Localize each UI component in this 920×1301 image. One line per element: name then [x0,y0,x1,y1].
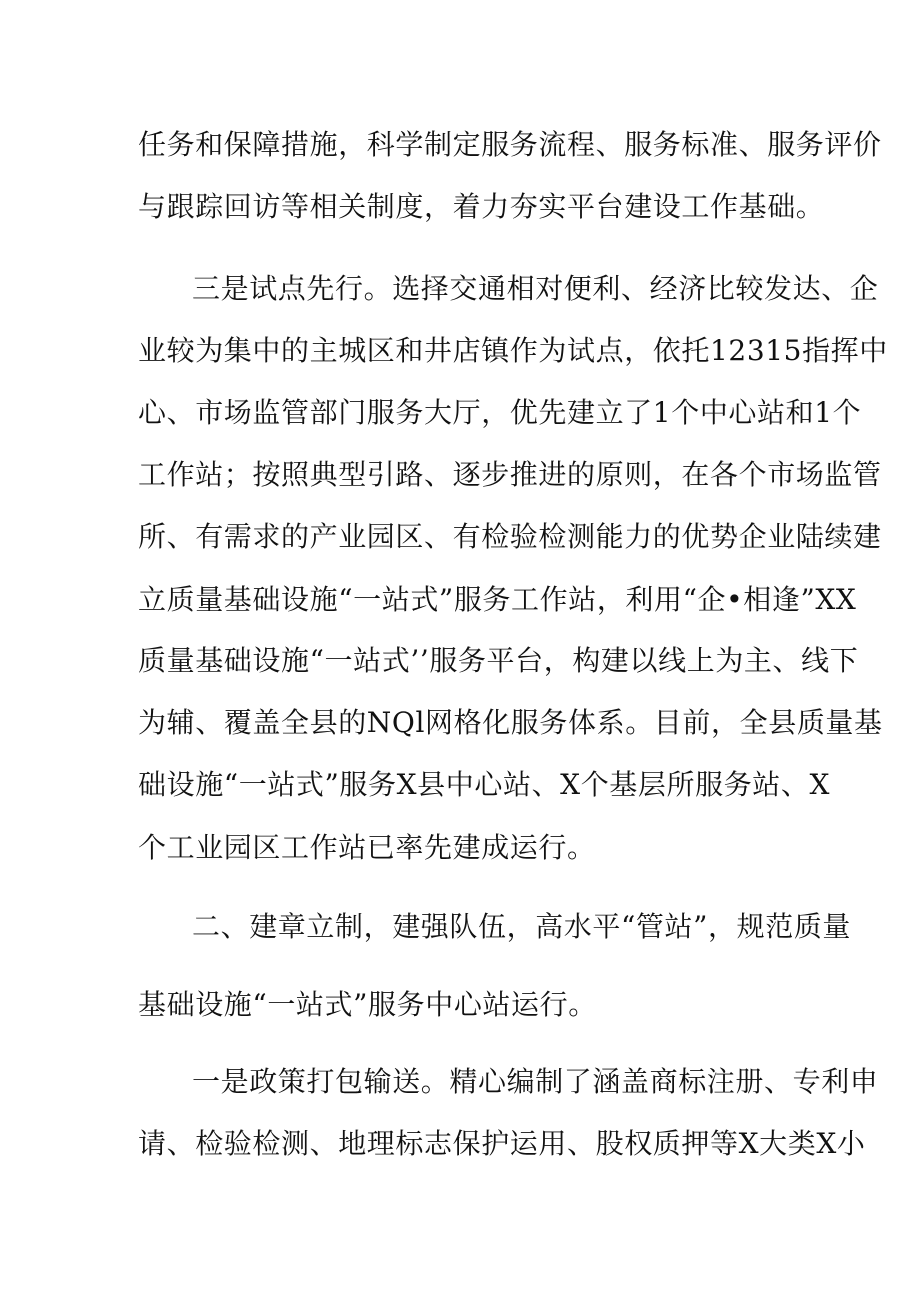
text-line-6: 工作站；按照典型引路、逐步推进的原则，在各个市场监管 [138,458,882,491]
text-line-8: 立质量基础设施“一站式”服务工作站，利用“企•相逢”XX [138,583,857,616]
text-line-4: 业较为集中的主城区和井店镇作为试点，依托12315指挥中 [138,334,888,367]
text-line-16: 请、检验检测、地理标志保护运用、股权质押等X大类X小 [138,1127,866,1160]
text-line-3: 三是试点先行。选择交通相对便利、经济比较发达、企 [192,272,879,305]
text-line-1: 任务和保障措施，科学制定服务流程、服务标准、服务评价 [138,128,882,161]
text-line-12: 个工业园区工作站已率先建成运行。 [138,831,596,864]
text-line-2: 与跟踪回访等相关制度，着力夯实平台建设工作基础。 [138,190,825,223]
text-line-15: 一是政策打包输送。精心编制了涵盖商标注册、专利申 [192,1065,879,1098]
text-line-10: 为辅、覆盖全县的NQl网格化服务体系。目前，全县质量基 [138,706,883,739]
text-line-11: 础设施“一站式”服务X县中心站、X个基层所服务站、X [138,768,831,801]
text-line-13: 二、建章立制，建强队伍，高水平“管站”，规范质量 [192,910,852,943]
text-line-5: 心、市场监管部门服务大厅，优先建立了1个中心站和1个 [138,396,862,429]
text-line-9: 质量基础设施“一站式’’服务平台，构建以线上为主、线下 [138,644,859,677]
text-line-7: 所、有需求的产业园区、有检验检测能力的优势企业陆续建 [138,520,882,553]
text-line-14: 基础设施“一站式”服务中心站运行。 [138,988,597,1021]
